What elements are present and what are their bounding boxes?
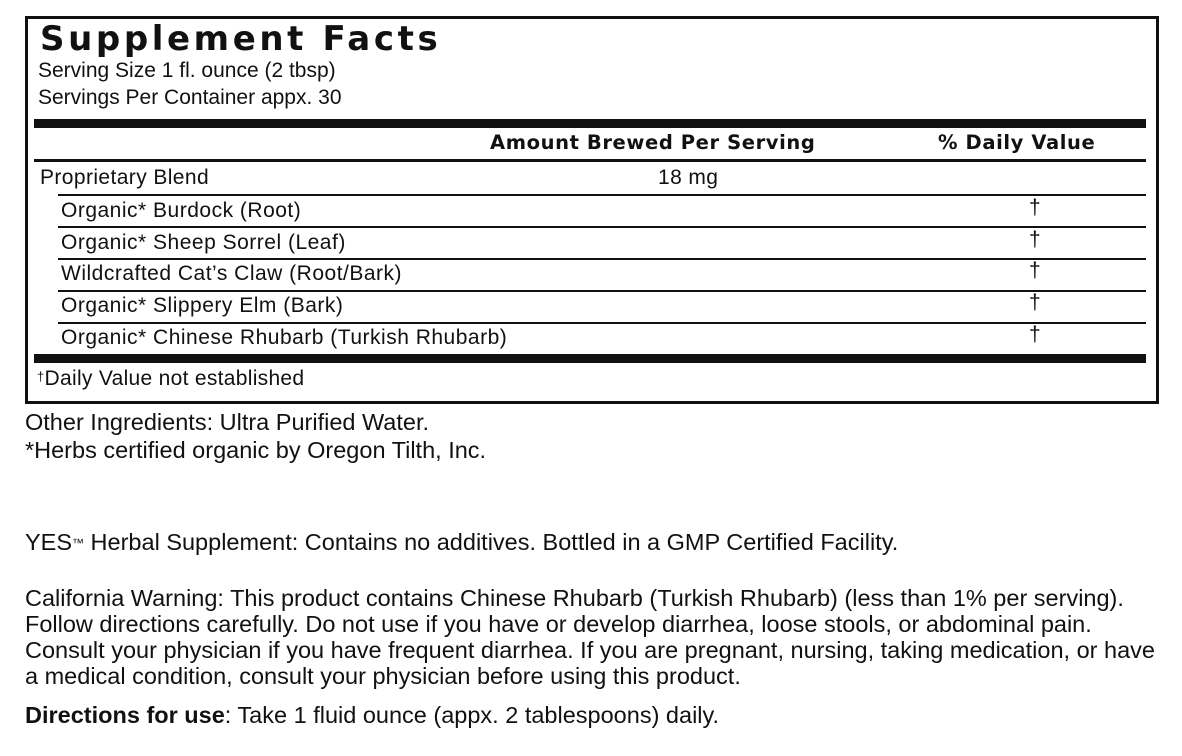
daily-value-column-header: % Daily Value — [938, 131, 1096, 154]
ingredient-daily-value: † — [1029, 196, 1041, 219]
directions-for-use — [25, 701, 719, 729]
ingredient-daily-value: † — [1029, 259, 1041, 282]
daily-value-footnote — [37, 367, 304, 391]
ingredient-name: Organic* Chinese Rhubarb (Turkish Rhubarb) — [61, 326, 508, 349]
ingredient-daily-value: † — [1029, 323, 1041, 346]
row-divider — [58, 322, 1146, 324]
other-ingredients: Other Ingredients: Ultra Purified Water. — [25, 409, 430, 435]
ingredient-name: Organic* Burdock (Root) — [61, 199, 302, 222]
statement-text: Herbal Supplement: Contains no additives. Bottled in a GMP Certified Facility. — [84, 529, 899, 555]
servings-per-container: Servings Per Container appx. 30 — [38, 86, 342, 109]
ingredient-row — [28, 325, 1156, 355]
row-divider — [58, 290, 1146, 292]
brand-name: YES — [25, 529, 73, 555]
supplement-facts-panel — [25, 16, 1159, 404]
ingredient-daily-value: † — [1029, 291, 1041, 314]
footnote-text: Daily Value not established — [44, 367, 305, 390]
thick-divider-bottom — [34, 354, 1146, 363]
thick-divider-top — [34, 119, 1146, 128]
ingredient-row — [28, 198, 1156, 228]
dagger-mark: † — [37, 369, 45, 384]
amount-column-header: Amount Brewed Per Serving — [490, 131, 816, 154]
proprietary-blend-name: Proprietary Blend — [40, 166, 210, 189]
ingredient-name: Organic* Sheep Sorrel (Leaf) — [61, 231, 346, 254]
facts-title: Supplement Facts — [40, 19, 442, 59]
ingredient-name: Organic* Slippery Elm (Bark) — [61, 294, 344, 317]
proprietary-blend-amount: 18 mg — [658, 166, 719, 189]
organic-certification-note: *Herbs certified organic by Oregon Tilth, Inc. — [25, 437, 487, 463]
header-divider — [34, 159, 1146, 162]
ingredient-daily-value: † — [1029, 228, 1041, 251]
trademark-symbol: ™ — [72, 536, 85, 550]
ingredient-row — [28, 230, 1156, 260]
row-divider — [58, 194, 1146, 196]
ingredient-row — [28, 261, 1156, 291]
ingredient-row — [28, 293, 1156, 323]
row-divider — [58, 258, 1146, 260]
california-warning: California Warning: This product contains Chinese Rhubarb (Turkish Rhubarb) (less than 1% per serving). Follow directions carefully. Do not use if you have or develop diarrhea, loose stools, or abdominal pain. Consult your physician if you have frequent diarrhea. If you are pregnant, nursing, taking medication, or have a medical condition, consult your physician before using this product. — [25, 585, 1155, 689]
row-divider — [58, 226, 1146, 228]
directions-text: : Take 1 fluid ounce (appx. 2 tablespoons) daily. — [224, 702, 720, 728]
herbal-supplement-statement — [25, 528, 898, 556]
ingredient-name: Wildcrafted Cat’s Claw (Root/Bark) — [61, 262, 403, 285]
directions-label: Directions for use — [25, 702, 225, 728]
serving-size: Serving Size 1 fl. ounce (2 tbsp) — [38, 59, 336, 82]
